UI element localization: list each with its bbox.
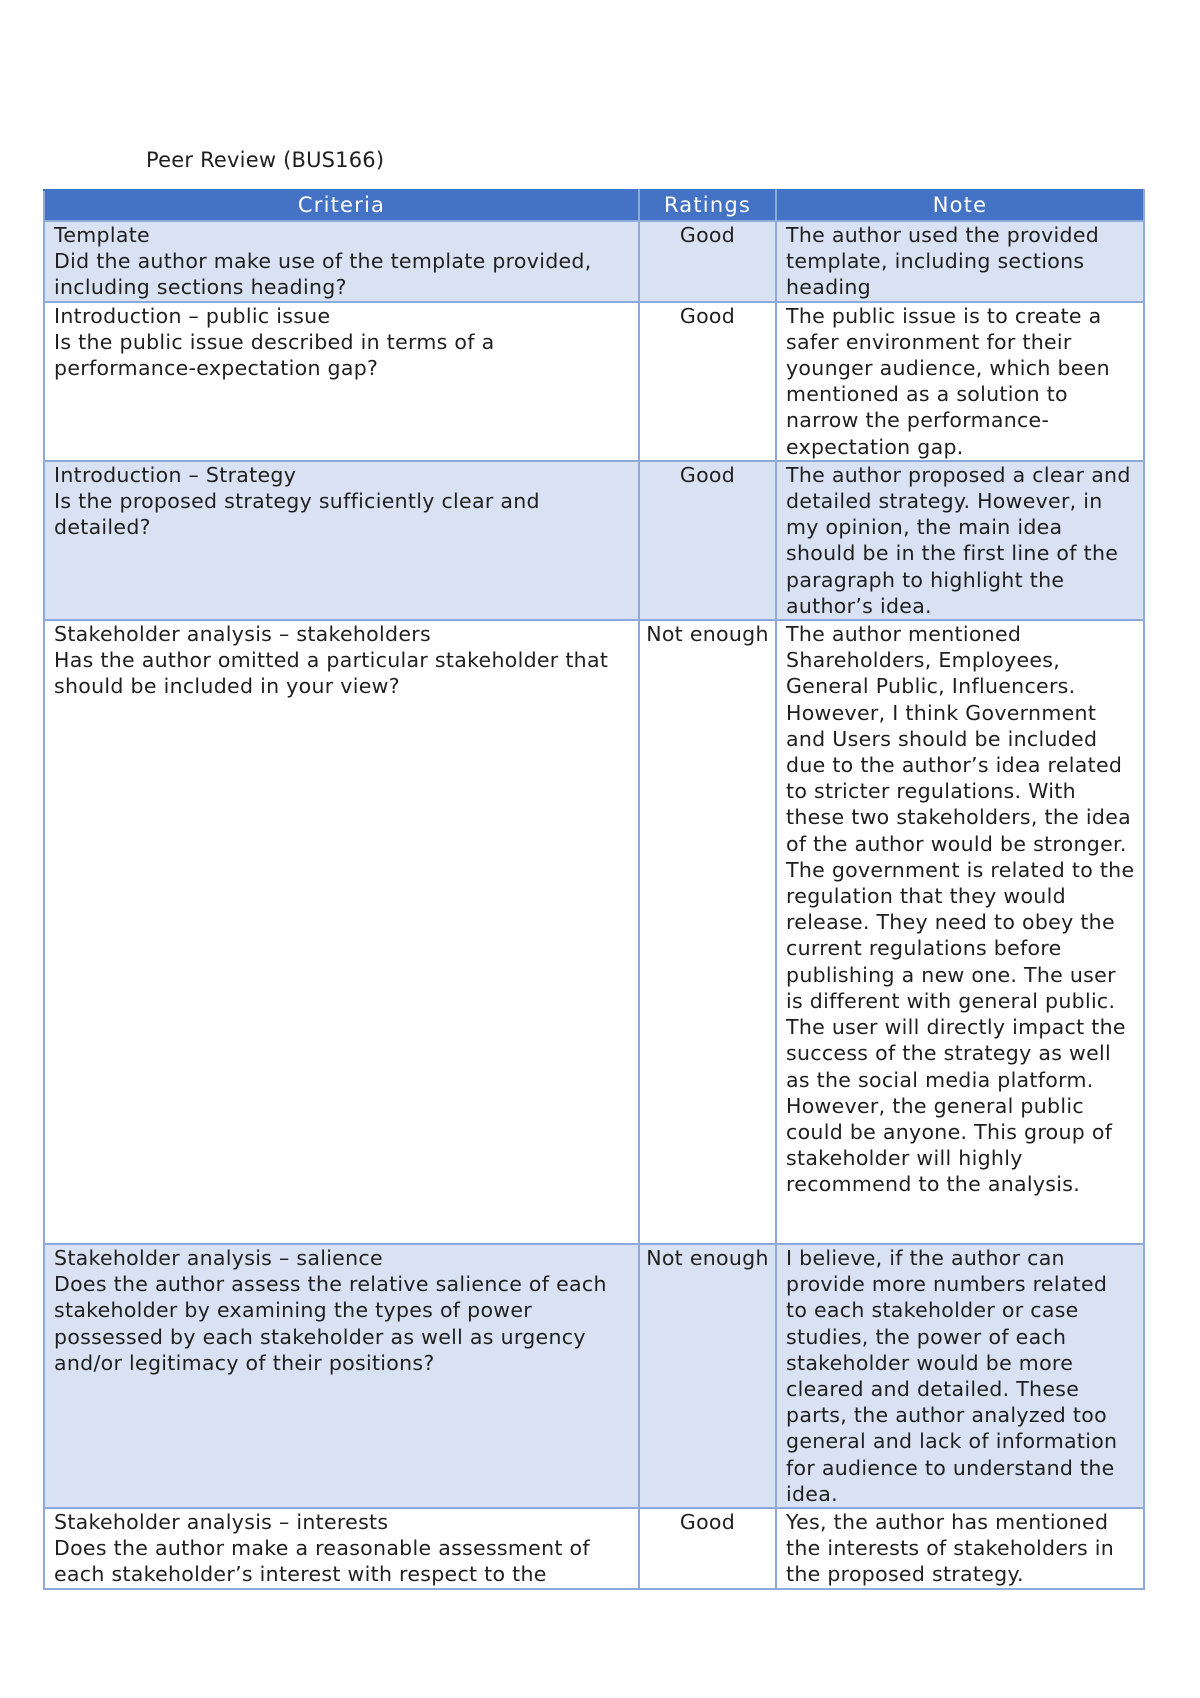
- criteria-title: Template: [54, 223, 150, 247]
- criteria-cell: [44, 302, 639, 461]
- criteria-question: Is the proposed strategy sufficiently clear and detailed?: [54, 489, 540, 540]
- note-cell: [776, 302, 1144, 461]
- rating-cell: Not enough: [639, 620, 776, 1244]
- criteria-title: Stakeholder analysis – interests: [54, 1510, 389, 1535]
- criteria-question: Does the author make a reasonable assessment of each stakeholder’s interest with respect to the: [54, 1536, 590, 1587]
- peer-review-table: [43, 189, 1145, 1590]
- table-header-row: [44, 190, 1144, 221]
- note-text: I believe, if the author can provide more numbers related to each stakeholder or case studies, the power of each stakeholder would be more cleared and detailed. These parts, the author analyzed too general and lack of information for audience to understand the idea.: [786, 1246, 1118, 1506]
- criteria-question: Is the public issue described in terms of a performance-expectation gap?: [54, 329, 495, 381]
- criteria-header: Criteria: [44, 190, 639, 221]
- criteria-title: Introduction – Strategy: [54, 462, 297, 487]
- note-cell: [776, 221, 1144, 302]
- table-row: [44, 221, 1144, 302]
- criteria-cell: [44, 221, 639, 302]
- criteria-question: Does the author assess the relative salience of each stakeholder by examining the types of power possessed by each stakeholder as well as urgency and/or legitimacy of their positions?: [54, 1272, 607, 1375]
- rating-cell: Good: [639, 1508, 776, 1589]
- criteria-title: Introduction – public issue: [54, 303, 331, 328]
- note-text: The author mentioned Shareholders, Employees, General Public, Influencers. However, I think Government and Users should be included due to the author’s idea related to stricter regulations. With these two stakeholders, the idea of the author would be stronger. The government is related to the regulation that they would release. They need to obey the current regulations before publishing a new one. The user is different with general public. The user will directly impact the success of the strategy as well as the social media platform. However, the general public could be anyone. This group of stakeholder will highly recommend to the analysis.: [786, 622, 1135, 1197]
- criteria-question: Did the author make use of the template provided, including sections heading?: [54, 249, 592, 300]
- criteria-cell: [44, 1244, 639, 1508]
- ratings-header: Ratings: [639, 190, 776, 221]
- table-row: [44, 1508, 1144, 1589]
- criteria-cell: [44, 1508, 639, 1589]
- rating-cell: Good: [639, 221, 776, 302]
- note-text: Yes, the author has mentioned the interests of stakeholders in the proposed strategy.: [786, 1510, 1115, 1587]
- table-row: [44, 1244, 1144, 1508]
- table-row: [44, 620, 1144, 1244]
- note-cell: [776, 1244, 1144, 1508]
- table-row: [44, 302, 1144, 461]
- note-cell: [776, 620, 1144, 1244]
- criteria-question: Has the author omitted a particular stakeholder that should be included in your view?: [54, 648, 609, 699]
- criteria-title: Stakeholder analysis – stakeholders: [54, 622, 431, 647]
- criteria-title: Stakeholder analysis – salience: [54, 1246, 383, 1271]
- table-row: [44, 461, 1144, 620]
- note-text: The author proposed a clear and detailed strategy. However, in my opinion, the main idea should be in the first line of the paragraph to highlight the author’s idea.: [786, 462, 1131, 618]
- note-header: Note: [776, 190, 1144, 221]
- note-text: The author used the provided template, including sections heading: [786, 223, 1100, 300]
- note-cell: [776, 1508, 1144, 1589]
- note-cell: [776, 461, 1144, 620]
- rating-cell: Not enough: [639, 1244, 776, 1508]
- document-title: Peer Review (BUS166): [146, 148, 385, 172]
- rating-cell: Good: [639, 461, 776, 620]
- criteria-cell: [44, 461, 639, 620]
- note-text: The public issue is to create a safer environment for their younger audience, which been mentioned as a solution to narrow the performance-expectation gap.: [786, 303, 1110, 459]
- criteria-cell: [44, 620, 639, 1244]
- rating-cell: Good: [639, 302, 776, 461]
